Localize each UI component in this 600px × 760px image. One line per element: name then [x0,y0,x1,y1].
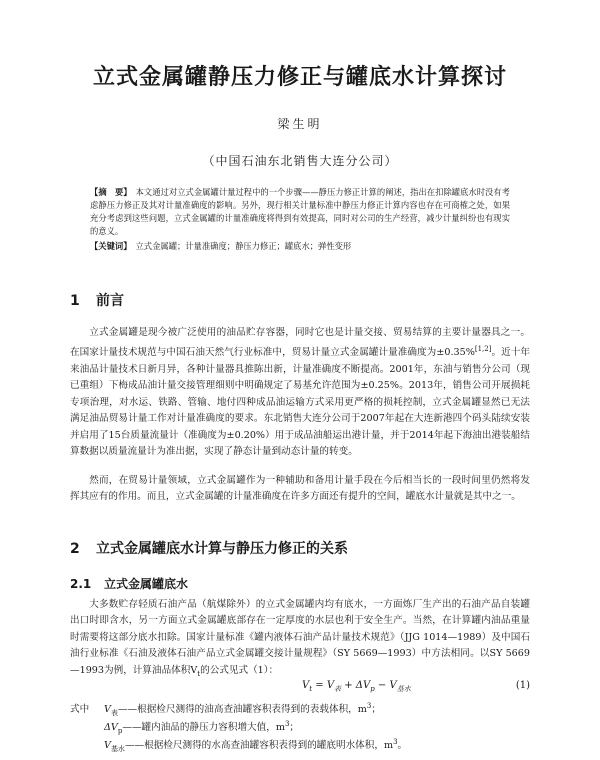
paper-title: 立式金属罐静压力修正与罐底水计算探讨 [92,65,507,90]
section-2-1-paragraph [70,597,530,682]
keywords-text: 立式金属罐；计量准确度；静压力修正；罐底水；弹性变形 [135,241,352,251]
where-symbol-sub: 基水 [110,745,125,754]
abstract-text: 本文通过对立式金属罐计量过程中的一个步骤——静压力修正计算的阐述，指出在扣除罐底水时没有考虑静压力修正及其对计量准确度的影响。另外，现行相关计量标准中静压力修正计算内容也存在可商榷之处，如果充分考虑到这些问题，立式金属罐的计量准确度将得到有效提高，同时对公司的生产经营，减少计量纠纷也有现实的意义。 [90,187,510,236]
author: 梁生明 [277,117,323,131]
section-1-paragraph-1 [70,325,530,460]
affiliation: （中国石油东北销售大连分公司） [202,154,398,168]
equation-1-formula [302,680,411,694]
where-symbol: ΔV [104,722,118,734]
abstract-label: 【摘 要】 [90,187,132,197]
where-unit-sup: 3 [366,702,372,710]
eq-term-1: V [326,680,335,691]
section-2-1-number: 2.1 [70,577,92,591]
where-symbol: V [104,704,111,716]
section-2-heading [70,538,348,558]
section-2-1-heading [70,575,188,592]
abstract-block [90,186,510,253]
equation-1 [70,680,530,696]
section-1-p1-text-b: 。近十年来油品计量技术日新月异，各种计量器具推陈出新，计量准确度不断提高。2001年，东油与销售分公司（现已重组）下梅成品油计量交接管理细则中明确规定了易基允许范围为±0.25%。2013年，销售公司开展损耗专项治理，对水运、铁路、管输、地付四种成品油运输方式采用更严格的损耗控制，立式金属罐显然已无法满足油品贸易计量工作对计量准确度的要求。东北销售大连分公司于2007年起在大连新港四个码头陆续安装并启用了15台质量流量计（准确度为±0.20%）用于成品油船运出港计量，并于2014年起下海油出港装船结算数据以质量流量计为准出据，实现了静态计量到动态计量的转变。 [70,347,531,458]
equation-1-number: (1) [515,680,530,691]
where-symbol: V [104,740,111,752]
where-end: ； [371,704,381,716]
section-2-1-text: 大多数贮存轻质石油产品（航煤除外）的立式金属罐内均有底水，一方面炼厂生产出的石油产品自装罐出口时即含水，另一方面立式金属罐底部存在一定厚度的水层也利于安全生产。当然，在计算罐内油品重量时需要将这部分底水扣除。国家计量标准《罐内液体石油产品计量技术规范》（JJG 1014—1989）及中国石油行业标准《石油及液体石油产品立式金属罐交接计量规程》（SY 5669—1993）中方法相同。以SY 5669—1993为例，计算油品体积V [70,599,530,676]
eq-minus: − [374,680,390,691]
where-lead: 式中 [70,704,90,716]
section-2-1-title: 立式金属罐底水 [104,577,189,591]
keywords [90,240,510,253]
section-1-p1-text-a: 立式金属罐是现今被广泛使用的油品贮存容器，同时它也是计量交接、贸易结算的主要计量器具之一。在国家计量技术规范与中国石油天然气行业标准中，贸易计量立式金属罐计量准确度为±0.35% [70,327,530,359]
where-symbol-sub: p [117,727,123,736]
where-desc: ——罐内油品的静压力容积增大值，m [122,722,285,734]
abstract [90,186,510,238]
section-1-title: 前言 [96,293,124,309]
section-2-number: 2 [70,541,80,557]
citation-ref: [1,2] [474,345,492,354]
eq-term-2: ΔV [355,680,371,691]
section-1-paragraph-2: 然而，在贸易计量领域，立式金属罐作为一种辅助和备用计量手段在今后相当长的一段时间里仍然将发挥其应有的作用。而且，立式金属罐的计量准确度在许多方面还有提升的空间，罐底水计量就是其中之一。 [70,475,530,503]
eq-lhs: V [302,680,310,691]
keywords-label: 【关键词】 [90,241,132,251]
eq-lhs-sub: t [309,685,313,693]
where-desc: ——根据检尺测得的油高查油罐容积表得到的表载体积，m [117,704,367,716]
eq-plus: + [341,680,356,691]
eq-sign: = [312,680,327,691]
section-2-title: 立式金属罐底水计算与静压力修正的关系 [96,541,348,557]
where-unit-sup: 3 [393,738,398,746]
vt-subscript: t [197,669,201,678]
section-1-heading [70,290,124,310]
where-end: 。 [397,740,408,752]
where-desc: ——根据检尺测得的水高查油罐容积表得到的罐底明水体积，m [124,740,394,752]
section-1-number: 1 [70,293,80,309]
where-symbol-sub: 表 [110,709,118,718]
eq-term-2-sub: p [370,685,375,693]
eq-term-3-sub: 基水 [396,685,411,693]
eq-term-1-sub: 表 [334,685,342,693]
where-unit-sup: 3 [284,720,290,728]
where-item-3 [70,734,540,757]
where-end: ； [289,722,300,734]
eq-term-3: V [389,680,397,691]
section-2-1-text-end: 的公式见式（1）： [200,664,279,676]
